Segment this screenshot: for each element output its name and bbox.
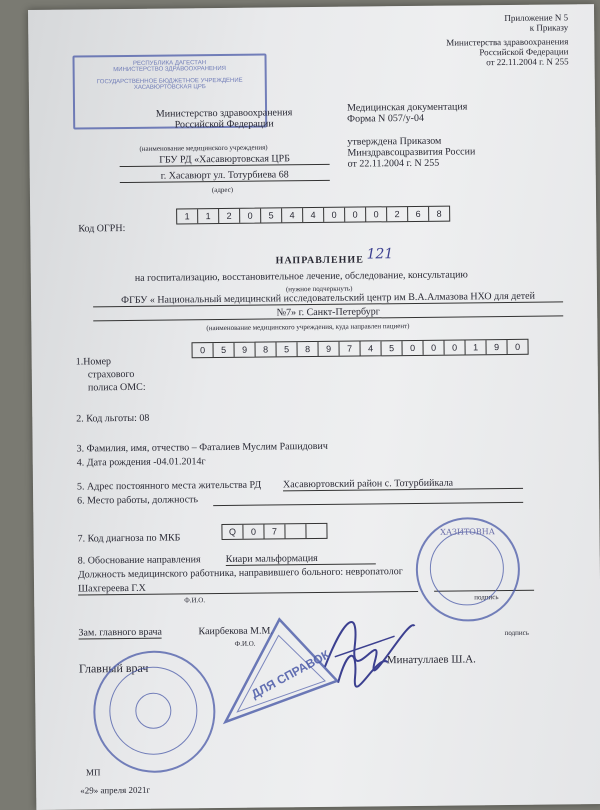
mkb-cells [221,523,327,540]
institution-address: г. Хасавюрт ул. Тотурбиева 68 [120,169,330,183]
appendix-line: Министерства здравоохранения [446,36,569,48]
appendix-line: Приложение N 5 [504,12,569,24]
address-label: 5. Адрес постоянного места жительства РД [76,479,262,493]
mkb-code-cell: 0 [243,525,264,539]
work-label: 6. Место работы, должность [77,494,199,507]
round-stamp-right [415,517,520,622]
policy-digit-cell: 1 [465,340,486,354]
ogrn-cells [176,206,450,225]
policy-digit-cell: 8 [255,342,276,356]
policy-digit-cell: 9 [318,342,339,356]
ministry-line: Российской Федерации [174,118,274,131]
policy-digit-cell: 8 [297,342,318,356]
issue-date: «29» апреля 2021г [80,784,151,796]
reason-value: Киари мальформация [226,552,376,566]
round-stamp-left [93,650,216,773]
ogrn-digit-cell: 0 [324,208,345,222]
doc-line: Медицинская документация [346,101,468,114]
policy-label-line: страхового [87,368,135,381]
mkb-label: 7. Код диагноза по МКБ [77,532,181,545]
policy-digit-cell: 9 [486,340,507,354]
referral-number: 121 [366,246,394,263]
ogrn-digit-cell: 8 [436,208,442,219]
approval-block [347,135,475,169]
chief-label: Главный врач [78,660,149,676]
ogrn-digit-cell: 1 [198,209,219,223]
policy-digit-cell: 4 [360,341,381,355]
ogrn-digit-cell: 5 [261,208,282,222]
target-line-1: ФГБУ « Национальный медицинский исследовательский центр им В.А.Алмазова НХО для детей [93,290,563,307]
purpose-line: на госпитализацию, восстановительное лечение, обследование, консультацию [134,269,468,284]
fio-caption-2: Ф.И.О. [234,639,256,648]
deputy-label: Зам. главного врача [78,626,163,639]
policy-cells [191,339,528,359]
header-right [347,101,468,124]
institution-stamp: РЕСПУБЛИКА ДАГЕСТАН МИНИСТЕРСТВО ЗДРАВООХРАНЕНИЯ ГОСУДАРСТВЕННОЕ БЮДЖЕТНОЕ УЧРЕЖДЕНИЕ ХАСАВЮРТОВСКАЯ ЦРБ [72,54,267,130]
mkb-code-cell: 7 [264,524,285,538]
triangle-stamp-text: ДЛЯ СПРАВОК [248,647,332,702]
doctor-name: Шахгереева Г.Х [78,580,418,596]
reason-label: 8. Обоснование направления [77,554,201,567]
mkb-code-cell: Q [222,525,243,539]
appendix-line: от 22.11.2004 г. N 255 [486,56,569,68]
address-caption: (адрес) [211,185,234,195]
target-line-2: №7» г. Санкт-Петербург [93,304,563,321]
policy-label-line: полиса ОМС: [87,381,146,394]
policy-digit-cell: 5 [381,341,402,355]
header-left [139,107,309,131]
target-caption: (наименование медицинского учреждения, куда направлен пациент) [206,322,410,333]
ogrn-digit-cell: 6 [408,207,429,221]
ogrn-digit-cell: 0 [345,207,366,221]
deputy-name: Каирбекова М.М. [198,625,273,638]
mkb-code-cell [306,524,326,538]
policy-digit-cell: 0 [192,343,213,357]
ogrn-digit-cell: 0 [240,209,261,223]
appendix-block-2 [388,36,568,68]
seal-placeholder: МП [85,767,101,778]
birth-date: 4. Дата рождения -04.01.2014г [76,456,206,469]
chief-name: Минатуллаев Ш.А. [386,653,476,667]
appendix-block [468,12,568,33]
benefit-code: 2. Код льготы: 08 [76,412,150,425]
institution-caption: (наименование медицинского учреждения) [139,143,268,153]
signature-caption-2: подпись [504,628,529,638]
policy-digit-cell: 5 [276,342,297,356]
policy-label [76,355,146,395]
document-title: НАПРАВЛЕНИЕ [275,254,364,267]
signature-caption: подпись [474,593,499,602]
policy-digit-cell: 0 [402,341,423,355]
round-stamp-text: ХАЗИТОВНА [440,527,495,537]
policy-digit-cell: 9 [234,343,255,357]
doctor-label: Должность медицинского работника, направившего больного: невропатолог [77,566,403,581]
fio-caption: Ф.И.О. [184,596,206,605]
policy-digit-cell: 0 [514,341,521,352]
policy-digit-cell: 0 [423,341,444,355]
institution-name: ГБУ РД «Хасавюртовская ЦРБ [120,153,330,167]
ogrn-digit-cell: 4 [303,208,324,222]
patient-name: 3. Фамилия, имя, отчество – Фаталиев Муслим Рашидович [76,440,328,455]
address-value: Хасавюртовский район с. Тотурбийкала [283,477,523,492]
ogrn-digit-cell: 2 [387,207,408,221]
referral-document [28,4,600,810]
policy-digit-cell: 0 [444,340,465,354]
approval-line: Минздравсоцразвития России [347,146,476,159]
policy-label-line: 1.Номер [75,356,112,368]
purpose-caption: (нужное подчеркнуть) [285,284,353,294]
ogrn-digit-cell: 1 [177,209,198,223]
doc-line: Форма N 057/у-04 [347,112,424,125]
policy-digit-cell: 5 [213,343,234,357]
approval-line: утверждена Приказом [347,135,442,148]
ministry-line: Министерство здравоохранения [155,107,293,120]
ogrn-digit-cell: 4 [282,208,303,222]
work-line [213,491,523,506]
ogrn-digit-cell: 2 [219,209,240,223]
ogrn-label: Код ОГРН: [78,222,126,235]
appendix-line: Российской Федерации [479,46,569,58]
ogrn-digit-cell: 0 [366,207,387,221]
policy-digit-cell: 7 [339,342,360,356]
mkb-code-cell [285,524,306,538]
approval-line: от 22.11.2004 г. N 255 [347,157,440,170]
appendix-line: к Приказу [529,22,569,33]
